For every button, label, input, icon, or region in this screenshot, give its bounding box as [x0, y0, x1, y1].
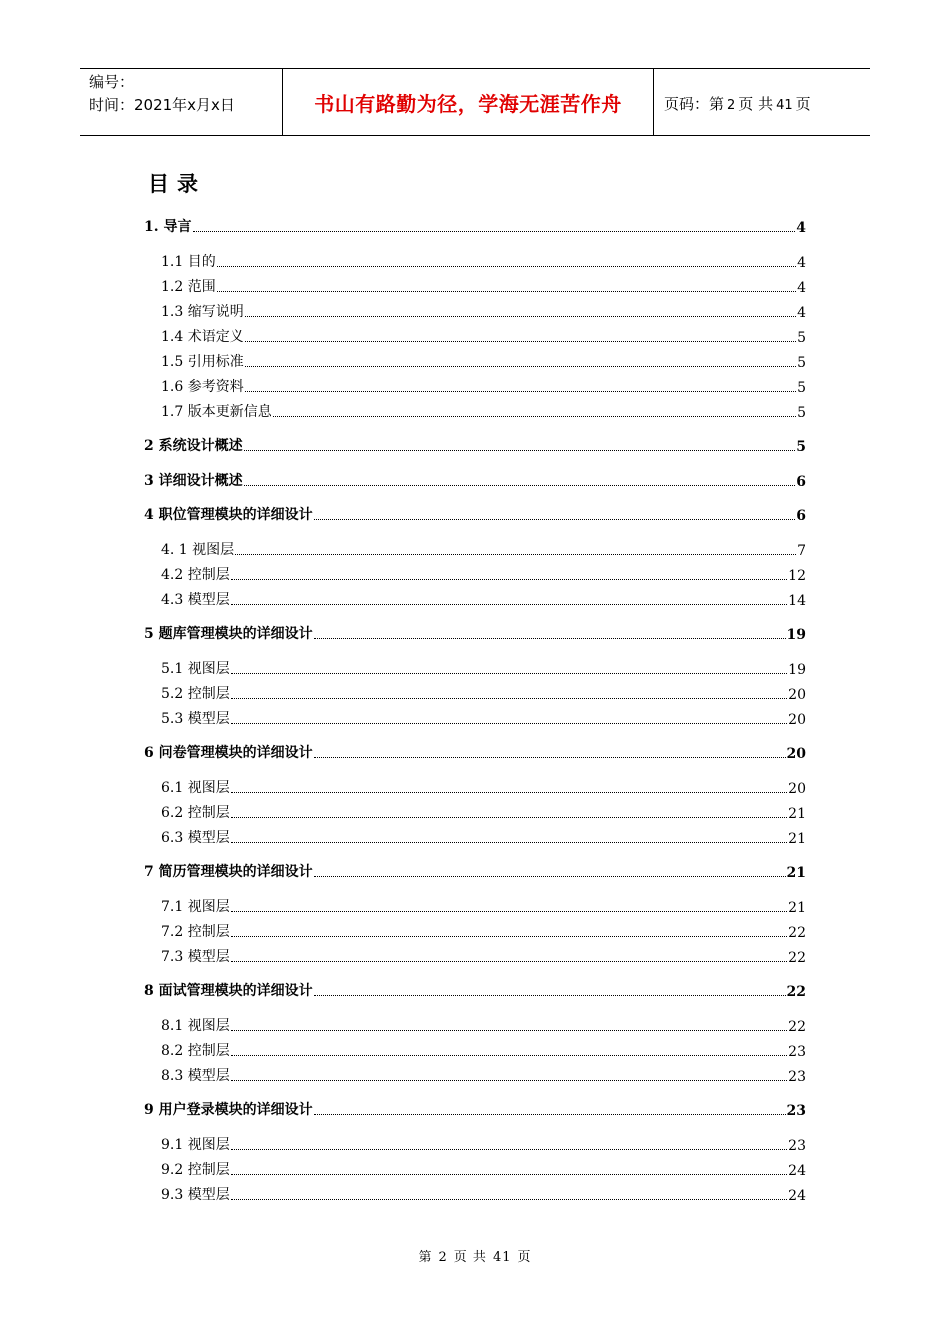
- toc-entry-page: 4: [797, 304, 806, 321]
- toc-entry-page: 14: [788, 592, 806, 609]
- toc-entry[interactable]: [144, 921, 806, 941]
- toc-entry-title: 1.7 版本更新信息: [161, 403, 272, 420]
- toc-entry[interactable]: [144, 1040, 806, 1060]
- toc-entry-page: 22: [788, 1018, 806, 1035]
- toc-entry-title: 7.1 视图层: [161, 898, 230, 915]
- toc-entry-page: 23: [788, 1137, 806, 1154]
- toc-entry-title: 1.4 术语定义: [161, 328, 244, 345]
- toc-entry[interactable]: [144, 777, 806, 797]
- toc-entry-page: 6: [796, 508, 806, 524]
- header-motto: 书山有路勤为径，学海无涯苦作舟: [282, 69, 654, 135]
- toc-entry[interactable]: [144, 326, 806, 346]
- toc-entry-page: 12: [788, 567, 806, 584]
- toc-entry-title: 9.3 模型层: [161, 1186, 230, 1203]
- header-code-label: 编号：: [89, 73, 135, 91]
- header-page-total: 41: [776, 98, 793, 113]
- toc-entry[interactable]: [144, 301, 806, 321]
- header-time-label: 时间：2021年x月x日: [89, 96, 235, 114]
- footer-pre: 第: [418, 1250, 433, 1265]
- toc-leader-dots: [231, 936, 787, 937]
- toc-leader-dots: [231, 1030, 787, 1031]
- toc-entry-title: 9.2 控制层: [161, 1161, 230, 1178]
- toc-leader-dots: [231, 1149, 787, 1150]
- toc-entry-title: 5.2 控制层: [161, 685, 230, 702]
- toc-entry[interactable]: [144, 1065, 806, 1085]
- toc-entry-title: 6.3 模型层: [161, 829, 230, 846]
- toc-entry-page: 21: [788, 899, 806, 916]
- toc-leader-dots: [231, 1055, 787, 1056]
- toc-entry-page: 4: [796, 220, 806, 236]
- toc-entry-page: 20: [786, 746, 806, 762]
- toc-entry[interactable]: [144, 946, 806, 966]
- toc-entry[interactable]: [144, 276, 806, 296]
- toc-entry[interactable]: [144, 435, 806, 455]
- toc-entry-page: 19: [788, 661, 806, 678]
- toc-entry-title: 7.3 模型层: [161, 948, 230, 965]
- toc-entry-title: 1.2 范围: [161, 278, 216, 295]
- toc-leader-dots: [244, 485, 796, 486]
- page-footer: [0, 1246, 950, 1265]
- toc-leader-dots: [231, 604, 787, 605]
- toc-leader-dots: [273, 416, 796, 417]
- toc-leader-dots: [231, 817, 787, 818]
- toc-entry-page: 5: [796, 439, 806, 455]
- toc-entry[interactable]: [144, 802, 806, 822]
- toc-entry[interactable]: [144, 827, 806, 847]
- toc-leader-dots: [217, 266, 796, 267]
- toc-entry-page: 20: [788, 711, 806, 728]
- toc-entry[interactable]: [144, 1159, 806, 1179]
- toc-entry-page: 24: [788, 1162, 806, 1179]
- toc-entry-page: 4: [797, 279, 806, 296]
- toc-entry-title: 6 问卷管理模块的详细设计: [144, 745, 313, 761]
- toc-entry[interactable]: [144, 376, 806, 396]
- toc-entry-title: 3 详细设计概述: [144, 472, 243, 489]
- toc-leader-dots: [235, 554, 796, 555]
- toc-entry-title: 2 系统设计概述: [144, 438, 243, 454]
- toc-entry-page: 19: [786, 627, 806, 643]
- toc-leader-dots: [231, 698, 787, 699]
- toc-entry-page: 23: [788, 1043, 806, 1060]
- toc-entry[interactable]: [144, 216, 806, 236]
- toc-entry-page: 5: [797, 329, 806, 346]
- toc-leader-dots: [231, 673, 787, 674]
- toc-entry-page: 21: [786, 865, 806, 881]
- toc-leader-dots: [231, 911, 787, 912]
- toc-entry[interactable]: [144, 1134, 806, 1154]
- toc-entry[interactable]: [144, 896, 806, 916]
- toc-entry-title: 1.1 目的: [161, 253, 216, 270]
- header-page-current: 2: [727, 98, 736, 113]
- toc-leader-dots: [245, 366, 796, 367]
- header-page-mid: 页 共: [738, 95, 774, 113]
- toc-entry-title: 9 用户登录模块的详细设计: [144, 1102, 313, 1118]
- toc-leader-dots: [245, 316, 796, 317]
- toc-entry-title: 4. 1 视图层: [161, 541, 235, 558]
- toc-entry-page: 22: [786, 984, 806, 1000]
- toc-entry-page: 23: [788, 1068, 806, 1085]
- toc-entry-title: 8 面试管理模块的详细设计: [144, 983, 313, 999]
- toc-entry-page: 20: [788, 686, 806, 703]
- toc-entry-title: 1. 导言: [144, 219, 192, 235]
- toc-leader-dots: [217, 291, 796, 292]
- toc-entry-title: 8.2 控制层: [161, 1042, 230, 1059]
- toc-leader-dots: [231, 792, 787, 793]
- toc-entry-title: 8.1 视图层: [161, 1017, 230, 1034]
- toc-entry-title: 4.2 控制层: [161, 566, 230, 583]
- toc-entry-title: 5 题库管理模块的详细设计: [144, 626, 313, 642]
- toc-entry-page: 21: [788, 830, 806, 847]
- toc-entry[interactable]: [144, 539, 806, 559]
- toc-entry[interactable]: [144, 708, 806, 728]
- toc-entry[interactable]: [144, 658, 806, 678]
- toc-entry[interactable]: [144, 861, 806, 881]
- toc-entry[interactable]: [144, 251, 806, 271]
- toc-leader-dots: [244, 450, 796, 451]
- toc-leader-dots: [245, 391, 796, 392]
- toc-leader-dots: [231, 1080, 787, 1081]
- toc-entry[interactable]: [144, 589, 806, 609]
- toc-leader-dots: [314, 638, 786, 639]
- toc-entry-title: 4 职位管理模块的详细设计: [144, 507, 313, 523]
- toc-leader-dots: [231, 961, 787, 962]
- header-page-end: 页: [795, 95, 811, 113]
- toc-leader-dots: [231, 1174, 787, 1175]
- toc-entry-title: 5.1 视图层: [161, 660, 230, 677]
- toc-leader-dots: [231, 842, 787, 843]
- toc-entry-title: 4.3 模型层: [161, 591, 230, 608]
- footer-total: 41: [492, 1250, 512, 1265]
- toc-leader-dots: [314, 1114, 786, 1115]
- toc-entry[interactable]: [144, 564, 806, 584]
- toc-entry-title: 7.2 控制层: [161, 923, 230, 940]
- toc-entry-page: 22: [788, 949, 806, 966]
- footer-end: 页: [517, 1250, 532, 1265]
- toc-entry[interactable]: [144, 742, 806, 762]
- toc-leader-dots: [245, 341, 796, 342]
- toc-entry-title: 8.3 模型层: [161, 1067, 230, 1084]
- toc-entry-page: 23: [786, 1103, 806, 1119]
- toc-entry[interactable]: [144, 401, 806, 421]
- toc-leader-dots: [314, 757, 786, 758]
- toc-entry-page: 5: [797, 379, 806, 396]
- toc-entry-title: 7 简历管理模块的详细设计: [144, 864, 313, 880]
- toc-entry[interactable]: [144, 470, 806, 490]
- toc-entry-page: 20: [788, 780, 806, 797]
- toc-leader-dots: [193, 231, 796, 232]
- toc-entry[interactable]: [144, 1099, 806, 1119]
- toc-entry[interactable]: [144, 504, 806, 524]
- header-page-label: 页码：第: [664, 95, 725, 113]
- header-page-info: [654, 69, 870, 135]
- toc-entry-page: 22: [788, 924, 806, 941]
- toc-entry-page: 5: [797, 354, 806, 371]
- toc-leader-dots: [314, 995, 786, 996]
- toc-entry-title: 1.5 引用标准: [161, 353, 244, 370]
- toc-entry-page: 6: [796, 473, 806, 490]
- toc-entry-title: 1.6 参考资料: [161, 378, 244, 395]
- toc-entry-page: 5: [797, 404, 806, 421]
- toc-leader-dots: [231, 1199, 787, 1200]
- toc-entry[interactable]: [144, 683, 806, 703]
- toc-entry[interactable]: [144, 980, 806, 1000]
- footer-mid: 页 共: [453, 1250, 487, 1265]
- header-meta-cell: [80, 69, 282, 135]
- toc-entry-page: 7: [797, 542, 806, 559]
- toc-title: 目录: [148, 172, 206, 196]
- toc-entry-title: 9.1 视图层: [161, 1136, 230, 1153]
- toc-entry[interactable]: [144, 623, 806, 643]
- toc-entry-title: 5.3 模型层: [161, 710, 230, 727]
- toc-leader-dots: [314, 876, 786, 877]
- footer-current: 2: [438, 1250, 448, 1265]
- toc-entry-title: 6.1 视图层: [161, 779, 230, 796]
- toc-entry-title: 6.2 控制层: [161, 804, 230, 821]
- toc-leader-dots: [231, 579, 787, 580]
- toc-entry[interactable]: [144, 351, 806, 371]
- toc-entry-title: 1.3 缩写说明: [161, 303, 244, 320]
- toc-entry-page: 21: [788, 805, 806, 822]
- toc-entry[interactable]: [144, 1184, 806, 1204]
- toc-leader-dots: [314, 519, 796, 520]
- page-header: [80, 68, 870, 136]
- toc-entry-page: 24: [788, 1187, 806, 1204]
- toc-leader-dots: [231, 723, 787, 724]
- toc-entry[interactable]: [144, 1015, 806, 1035]
- toc-entry-page: 4: [797, 254, 806, 271]
